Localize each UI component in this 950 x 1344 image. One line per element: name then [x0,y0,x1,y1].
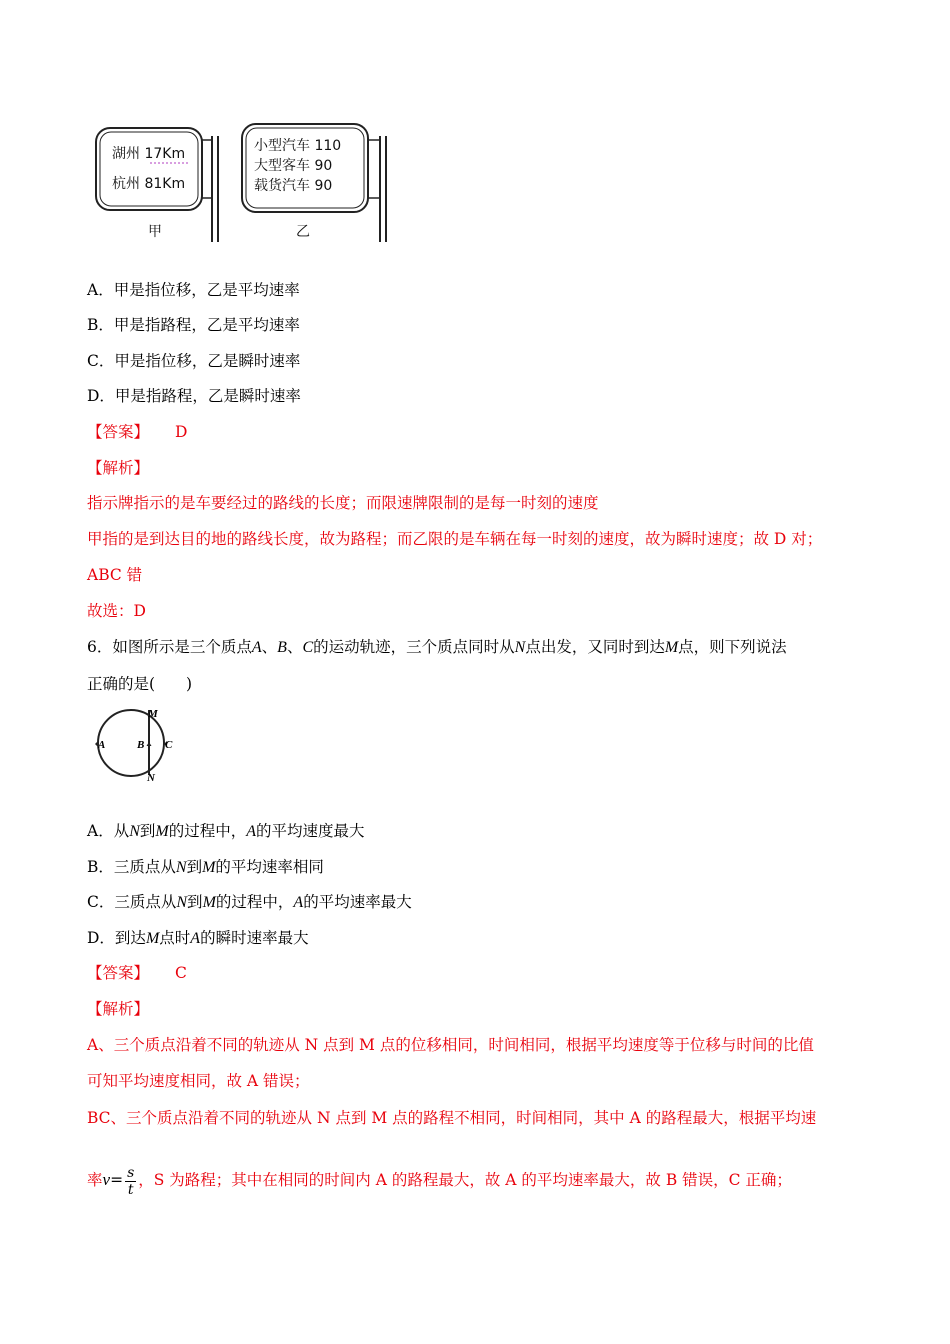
q5-answer [87,422,187,442]
q6-var: C [302,639,314,656]
q6-opt-part: 的平均速率最大 [303,893,412,911]
circle-label-n: N [147,772,155,784]
q6-opt-part: 的过程中， [168,822,247,840]
q6-stem-part: 6．如图所示是三个质点 [87,638,252,656]
formula-fraction [125,1165,136,1198]
sign-right-row1: 小型汽车 110 [254,138,342,154]
q6-analysis-4 [87,1160,792,1200]
q6-stem-line2: 正确的是( ) [87,675,193,693]
q6-var: A [246,823,257,840]
q5-analysis-4: 故选：D [87,602,146,620]
q6-opt-part: 到 [187,893,203,911]
q6-opt-part: 的过程中， [215,893,294,911]
formula-v: v [102,1170,111,1189]
q6-analysis-4-part: 率 [87,1171,103,1189]
circle-label-c: C [165,739,173,751]
q6-stem-part: 的运动轨迹，三个质点同时从 [313,638,515,656]
q6-stem-part: 点出发，又同时到达 [525,638,665,656]
sign-right-row2: 大型客车 90 [254,158,333,174]
q6-analysis-2: 可知平均速度相同，故 A 错误； [87,1072,310,1090]
q6-opt-part: 的瞬时速率最大 [200,929,309,947]
q5-option-c: C．甲是指位移，乙是瞬时速率 [87,352,301,370]
sign-caption-right: 乙 [296,224,310,240]
q6-opt-part: A．从 [87,822,130,840]
q6-var: B [277,639,287,656]
q6-var: M [155,823,169,840]
q6-opt-part: B．三质点从 [87,858,176,876]
q6-sep: 、 [286,638,303,656]
q6-opt-part: 点时 [159,929,191,947]
road-sign-figure [90,118,400,248]
q6-opt-part: 到 [186,858,203,876]
q6-option-c [87,892,412,913]
formula-numerator: s [127,1164,135,1181]
q6-stem-line1 [87,637,787,658]
q5-option-a: A．甲是指位移，乙是平均速率 [87,281,300,299]
sign-left-row1: 湖州 17Km [112,146,186,162]
q5-option-d: D．甲是指路程，乙是瞬时速率 [87,387,301,405]
formula-equals: = [110,1171,124,1189]
q6-var: A [251,639,262,656]
q5-option-b: B．甲是指路程，乙是平均速率 [87,316,300,334]
q6-var: M [202,859,216,876]
q6-var: N [514,639,526,656]
q5-analysis-3: ABC 错 [87,566,143,584]
circle-label-b: B [137,739,145,751]
q5-analysis-1: 指示牌指示的是车要经过的路线的长度；而限速牌限制的是每一时刻的速度 [87,494,599,512]
q6-option-a [87,821,365,842]
q5-answer-value: D [175,423,188,441]
q6-opt-part: C．三质点从 [87,893,177,911]
q6-var: A [190,930,201,947]
q5-analysis-2: 甲指的是到达目的地的路线长度，故为路程；而乙限的是车辆在每一时刻的速度，故为瞬时速度；故 D 对； [87,530,823,548]
q6-analysis-4-part: ，S 为路程；其中在相同的时间内 A 的路程最大，故 A 的平均速率最大，故 B 错误，C 正确； [138,1171,792,1189]
sign-caption-left: 甲 [148,224,162,240]
q6-answer [87,963,187,983]
q6-answer-value: C [175,964,187,982]
q6-analysis-1: A、三个质点沿着不同的轨迹从 N 点到 M 点的位移相同，时间相同，根据平均速度等于位移与时间的比值 [87,1036,814,1054]
q6-var: N [175,859,187,876]
q6-var: M [202,894,216,911]
q6-var: A [293,894,304,911]
q6-analysis-label: 【解析】 [87,1000,150,1018]
q5-answer-label: 【答案】 [87,423,150,441]
q6-answer-label: 【答案】 [87,964,150,982]
q6-var: N [129,823,140,840]
formula-denominator: t [127,1181,134,1198]
q5-analysis-label: 【解析】 [87,459,150,477]
q6-option-d [87,928,309,949]
q6-var: M [145,930,160,947]
q6-analysis-3: BC、三个质点沿着不同的轨迹从 N 点到 M 点的路程不相同，时间相同，其中 A 的路程最大，根据平均速 [87,1109,817,1127]
q6-var: N [176,894,188,911]
q6-opt-part: 的平均速率相同 [215,858,324,876]
q6-stem-part: 点，则下列说法 [678,638,787,656]
trajectory-figure [88,704,178,784]
circle-label-a: A [98,739,106,751]
sign-right-row3: 载货汽车 90 [254,178,333,194]
q6-sep: 、 [261,638,278,656]
circle-label-m: M [148,708,158,720]
q6-option-b [87,857,324,878]
q6-opt-part: 到 [139,822,156,840]
sign-left-row2: 杭州 81Km [112,176,186,192]
q6-opt-part: 的平均速度最大 [256,822,365,840]
q6-var: M [664,639,679,656]
q6-opt-part: D．到达 [87,929,146,947]
